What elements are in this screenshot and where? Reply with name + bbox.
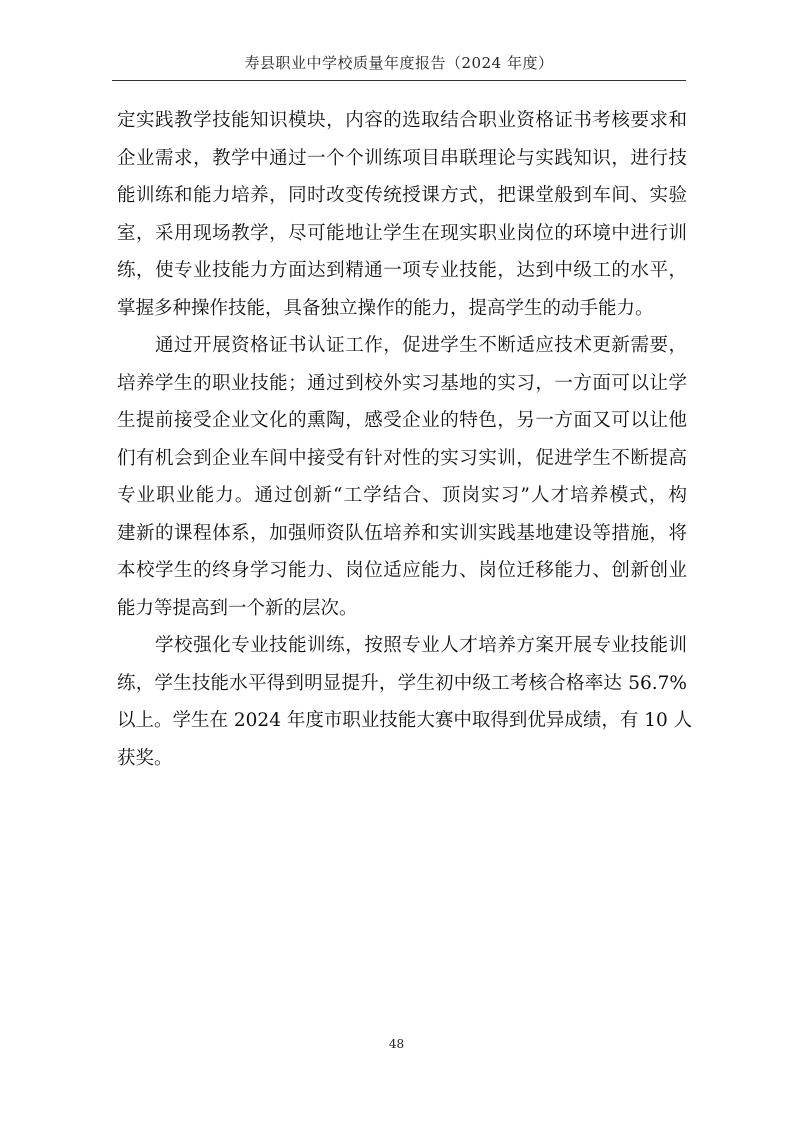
text-line: 建新的课程体系，加强师资队伍培养和实训实践基地建设等措施，将 <box>117 522 687 544</box>
text-line: 专业职业能力。通过创新“工学结合、顶岗实习”人才培养模式，构 <box>117 485 687 506</box>
header-divider <box>112 80 686 81</box>
text-line: 培养学生的职业技能；通过到校外实习基地的实习，一方面可以让学 <box>117 372 687 394</box>
paragraph-3 <box>117 627 693 777</box>
text-line: 们有机会到企业车间中接受有针对性的实习实训，促进学生不断提高 <box>117 447 687 469</box>
text-line: 练，使专业技能力方面达到精通一项专业技能，达到中级工的水平， <box>117 260 687 281</box>
text-line: 掌握多种操作技能，具备独立操作的能力，提高学生的动手能力。 <box>117 297 654 319</box>
paragraph-1 <box>117 102 687 327</box>
text-line: 定实践教学技能知识模块，内容的选取结合职业资格证书考核要求和 <box>117 110 687 131</box>
text-line: 本校学生的终身学习能力、岗位适应能力、岗位迁移能力、创新创业 <box>117 560 687 581</box>
text-line: 学校强化专业技能训练，按照专业人才培养方案开展专业技能训 <box>117 635 687 656</box>
text-line: 能力等提高到一个新的层次。 <box>117 597 358 619</box>
page-number: 48 <box>388 1037 405 1051</box>
document-body <box>117 102 693 777</box>
text-line: 通过开展资格证书认证工作，促进学生不断适应技术更新需要， <box>117 335 687 356</box>
text-line: 室，采用现场教学，尽可能地让学生在现实职业岗位的环境中进行训 <box>117 222 687 244</box>
paragraph-2 <box>117 327 687 627</box>
text-line: 获奖。 <box>117 747 173 769</box>
text-line: 生提前接受企业文化的熏陶，感受企业的特色，另一方面又可以让他 <box>117 410 687 431</box>
text-line: 以上。学生在 2024 年度市职业技能大赛中取得到优异成绩，有 10 人 <box>117 710 693 731</box>
text-line: 练，学生技能水平得到明显提升，学生初中级工考核合格率达 56.7% <box>117 672 687 694</box>
text-line: 能训练和能力培养，同时改变传统授课方式，把课堂般到车间、实验 <box>117 185 687 206</box>
page-header-title: 寿县职业中学校质量年度报告（2024 年度） <box>244 54 554 72</box>
text-line: 企业需求，教学中通过一个个训练项目串联理论与实践知识，进行技 <box>117 147 687 169</box>
